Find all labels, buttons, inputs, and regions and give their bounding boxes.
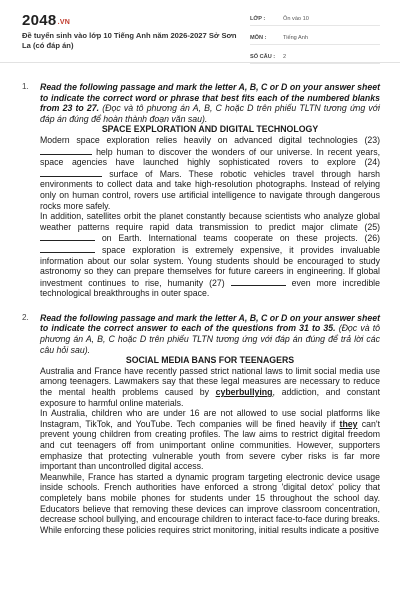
blank-27[interactable] xyxy=(231,277,286,286)
passage-title: SPACE EXPLORATION AND DIGITAL TECHNOLOGY xyxy=(101,124,319,135)
blank-24[interactable] xyxy=(40,168,102,177)
question-number: 2. xyxy=(22,312,29,322)
para-text: surface of Mars. These robotic vehicles travel through harsh environments to collect data and take high-resolution photographs. Instead of relying only on human control, rovers use artificial intelligence to navigate through dangerous rocks more safely. xyxy=(40,168,381,211)
question-instruction xyxy=(40,313,380,355)
mon-value: Tiếng Anh xyxy=(283,34,308,41)
para-text: even more incredible technological breakthroughs in outer space. xyxy=(40,277,380,299)
instruction-vietnamese: (Đọc và tô phương án A, B, C hoặc D trên phiếu TLTN tương ứng với đáp án đúng để trả lời các câu hỏi sau). xyxy=(40,323,380,355)
lop-value: Ôn vào 10 xyxy=(283,15,309,22)
passage-title: SOCIAL MEDIA BANS FOR TEENAGERS xyxy=(125,355,295,366)
underlined-word: cyberbullying xyxy=(215,387,273,398)
blank-23[interactable] xyxy=(40,146,92,155)
para-text: , addiction, and constant exposure to harmful online materials. xyxy=(40,387,381,408)
passage-paragraph xyxy=(40,211,380,299)
meta-row-mon xyxy=(250,31,380,45)
lop-label: LỚP : xyxy=(250,15,266,22)
passage-paragraph: Meanwhile, France has started a dynamic program targeting electronic device usage inside schools. French authorities have enforced a strong 'digital detox' policy that completely bans mobile phones for students under 15 throughout the school day. Educators believe that removing these devices can improve classroom concentration, decrease school bullying, and encourage children to interact face-to-face during breaks. While enforcing these policies requires strict monitoring, initial results indicate a positive xyxy=(40,471,380,535)
document-title: Đề tuyển sinh vào lớp 10 Tiếng Anh năm 2026-2027 Sở Sơn La (có đáp án) xyxy=(22,31,237,50)
socau-value: 2 xyxy=(283,53,287,60)
para-text: In Australia, children who are under 16 are not allowed to use social platforms like Instagram, TikTok, and YouTube. Tech companies will be fined heavily if xyxy=(40,408,380,429)
passage-paragraph xyxy=(40,135,380,211)
passage-paragraph xyxy=(40,408,380,472)
para-text: help human to discover the wonders of our universe. In recent years, space agencies have launched highly sophisticated rovers to explore (24) xyxy=(40,146,380,168)
para-text: Australia and France have recently passed strict national laws to limit social media use among teenagers. Lawmakers say that these legal measures are necessary to reduce the mental health problems caused by xyxy=(40,365,380,398)
para-text: can't prevent young children from creating profiles. The law aims to restrict digital freedom and cut teenagers off from unimportant online communities. However, supporters emphasize that protecting vulnerable youth from severe cyber risks is far more important than uncontrolled digital access. xyxy=(40,418,381,472)
meta-row-socau xyxy=(250,50,380,64)
question-2 xyxy=(22,313,380,535)
instruction-text: Read the following passage and mark the letter A, B, C or D on your answer sheet to indicate the correct answer to each of the questions from 31 to 35. xyxy=(40,312,380,334)
meta-panel xyxy=(250,12,380,69)
mon-label: MÔN : xyxy=(250,34,267,41)
socau-label: SỐ CÂU : xyxy=(250,53,276,60)
page-header xyxy=(0,0,400,63)
meta-row-lop xyxy=(250,12,380,26)
question-number: 1. xyxy=(22,82,29,91)
exam-content xyxy=(22,82,380,535)
instruction-vietnamese: (Đọc và tô phương án A, B, C hoặc D trên phiếu TLTN tương ứng với đáp án đúng để hoàn thành đoạn văn sau). xyxy=(40,103,380,124)
logo-suffix: .VN xyxy=(57,19,71,26)
para-text: on Earth. International teams cooperate on these projects. (26) xyxy=(101,233,380,244)
site-logo[interactable] xyxy=(22,12,70,29)
blank-number: (23) xyxy=(364,134,381,145)
question-1 xyxy=(22,82,380,299)
para-text: Modern space exploration relies heavily on advanced digital technologies xyxy=(40,134,358,145)
para-text: space exploration is extremely expensive, it provides invaluable information about our solar system. Young students should be encouraged to study astronomy so they can prepare themselves for future careers in engineering. If global investment continues to rise, humanity (27) xyxy=(40,244,380,288)
para-text: In addition, satellites orbit the planet constantly because scientists who analyze global weather patterns require rapid data transmission to predict major climate (25) xyxy=(40,211,380,232)
blank-25[interactable] xyxy=(40,232,95,241)
logo-text: 2048 xyxy=(22,12,57,29)
blank-26[interactable] xyxy=(40,244,95,253)
question-instruction xyxy=(40,82,380,124)
underlined-word: they xyxy=(339,418,358,429)
instruction-text: Read the following passage and mark the letter A, B, C or D on your answer sheet to indicate the correct word or phrase that best fits each of the numbered blanks from 23 to 27. xyxy=(40,82,380,114)
passage-paragraph xyxy=(40,366,380,408)
